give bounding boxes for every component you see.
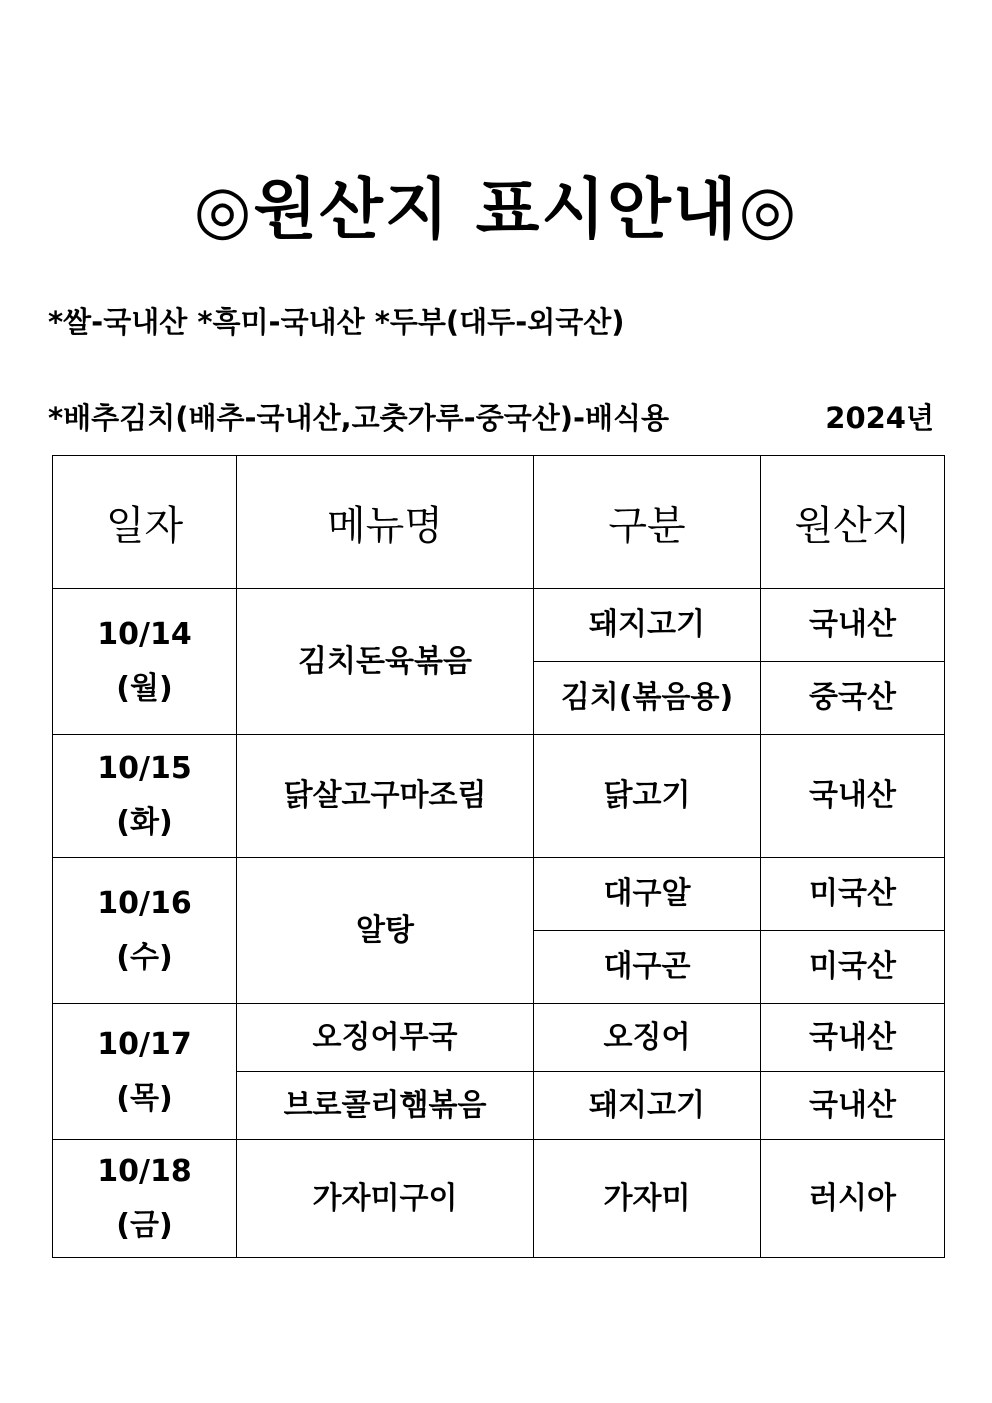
origin-cell: 국내산 — [761, 589, 945, 662]
weekday-value: (수) — [116, 939, 173, 975]
header-date: 일자 — [53, 456, 237, 589]
menu-name-cell: 알탕 — [237, 858, 534, 1004]
category-cell: 대구알 — [534, 858, 761, 931]
origin-cell: 국내산 — [761, 1072, 945, 1140]
origin-note-line2: *배추김치(배추-국내산,고춧가루-중국산)-배식용 — [48, 401, 670, 435]
table-header-row — [53, 456, 945, 589]
weekday-value: (화) — [116, 805, 173, 840]
menu-name-cell: 닭살고구마조림 — [237, 735, 534, 858]
header-category: 구분 — [534, 456, 761, 589]
category-cell: 오징어 — [534, 1004, 761, 1072]
date-value: 10/15 — [97, 751, 192, 786]
menu-name-cell: 가자미구이 — [237, 1140, 534, 1258]
table-row — [53, 1004, 945, 1072]
menu-name-cell: 김치돈육볶음 — [237, 589, 534, 735]
table-row — [53, 735, 945, 858]
category-cell: 가자미 — [534, 1140, 761, 1258]
weekday-value: (월) — [116, 670, 173, 706]
origin-cell: 중국산 — [761, 662, 945, 735]
weekday-value: (목) — [116, 1080, 173, 1116]
page-title: ◎원산지 표시안내◎ — [193, 171, 799, 248]
origin-table — [52, 455, 945, 1258]
date-value: 10/14 — [97, 616, 192, 652]
category-cell: 김치(볶음용) — [534, 662, 761, 735]
table-row — [53, 589, 945, 662]
table-row — [53, 858, 945, 931]
menu-name-cell: 브로콜리햄볶음 — [237, 1072, 534, 1140]
origin-cell: 미국산 — [761, 858, 945, 931]
date-value: 10/18 — [97, 1153, 192, 1189]
origin-note-line1: *쌀-국내산 *흑미-국내산 *두부(대두-외국산) — [48, 305, 625, 339]
category-cell: 닭고기 — [534, 735, 761, 858]
date-value: 10/17 — [97, 1026, 192, 1062]
date-cell — [53, 1004, 237, 1140]
category-cell: 대구곤 — [534, 931, 761, 1004]
category-cell: 돼지고기 — [534, 589, 761, 662]
origin-cell: 러시아 — [761, 1140, 945, 1258]
header-origin: 원산지 — [761, 456, 945, 589]
date-cell — [53, 589, 237, 735]
origin-cell: 국내산 — [761, 735, 945, 858]
origin-cell: 미국산 — [761, 931, 945, 1004]
table-row — [53, 1140, 945, 1258]
header-menu: 메뉴명 — [237, 456, 534, 589]
date-value: 10/16 — [97, 885, 192, 921]
year-label: 2024년 — [825, 401, 934, 435]
origin-cell: 국내산 — [761, 1004, 945, 1072]
date-cell — [53, 735, 237, 858]
category-cell: 돼지고기 — [534, 1072, 761, 1140]
menu-name-cell: 오징어무국 — [237, 1004, 534, 1072]
date-cell — [53, 1140, 237, 1258]
date-cell — [53, 858, 237, 1004]
weekday-value: (금) — [116, 1207, 173, 1243]
